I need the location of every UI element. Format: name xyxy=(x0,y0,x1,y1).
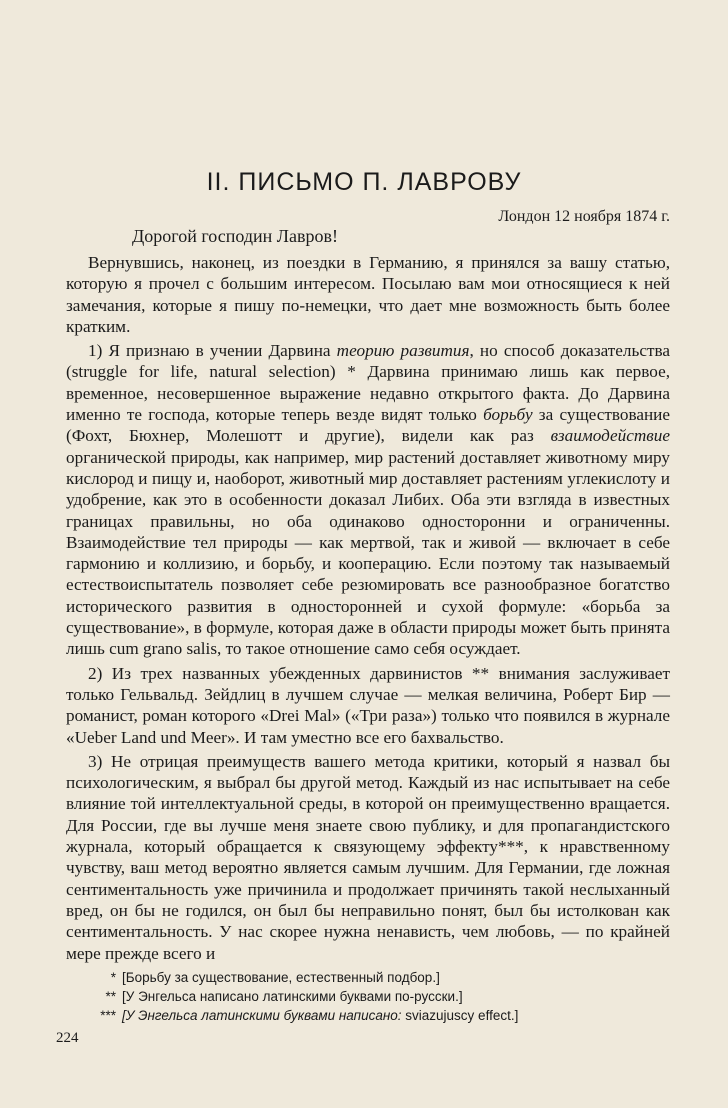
emphasis-text: взаимодействие xyxy=(550,426,670,446)
page-number: 224 xyxy=(56,1030,79,1046)
footnote-mark: *** xyxy=(100,1008,116,1023)
footnote xyxy=(84,987,644,1006)
emphasis-text: теорию развития xyxy=(336,341,470,361)
paragraph-text: 2) Из трех названных убежденных дарвинистов ** внимания заслуживает только Гельвальд. Зейдлиц в лучшем случае — мелкая величина, Роберт Бир — романист, роман которого «Drei Mal» («Три раза») только что появился в журнале «Ueber Land und Meer». И там уместно все его бахвальство. xyxy=(66,663,670,747)
letter-salutation: Дорогой господин Лавров! xyxy=(132,226,338,246)
paragraph-text: 3) Не отрицая преимуществ вашего метода критики, который я назвал бы психологическим, я выбрал бы другой метод. Каждый из нас испытывает на себе влияние той интеллектуальной среды, в которой он преимущественно вращается. Для России, где вы лучше меня знаете свою публику, и для пропагандистского журнала, который обращается к связующему эффекту***, к нравственному чувству, ваш метод вероятно является самым лучшим. Для Германии, где ложная сентиментальность уже причинила и продолжает причинять такой неслыханный вред, он бы не годился, он был бы неправильно понят, был бы истолкован как сентиментальность. У нас скорее нужна ненависть, чем любовь, — по крайней мере прежде всего и xyxy=(66,751,670,963)
paragraph-text: 1) Я признаю в учении Дарвина xyxy=(88,341,337,361)
paragraph-text: за существование (Фохт, Бюхнер, Молешотт и другие), видели как раз xyxy=(66,405,671,446)
letter-dateline: Лондон 12 ноября 1874 г. xyxy=(498,208,670,225)
footnote-text: sviazujuscy effect.] xyxy=(401,1008,519,1023)
paragraph-point-1 xyxy=(66,340,670,659)
footnote xyxy=(84,968,644,987)
paragraph-text: органической природы, как например, мир растений доставляет животному миру кислород и пищу и, наоборот, животный мир доставляет растениям углекислоту и удобрение, как это в особенности доказал Либих. Оба эти взгляда в известных границах правильны, но оба одинаково односторонни и ограниченны. Взаимодействие тел природы — как мертвой, так и живой — включает в себе гармонию и коллизию, и борьбу, и кооперацию. Если поэтому так называемый естествоиспытатель позволяет себе резюмировать все разнообразное богатство исторического развития в односторонней и сухой формуле: «борьба за существование», в формуле, которая даже в области природы может быть принята лишь cum grano salis, то такое отношение само себя осуждает. xyxy=(66,447,670,659)
footnote-mark: ** xyxy=(105,989,116,1004)
footnote-text: [У Энгельса написано латинскими буквами по-русски.] xyxy=(122,989,463,1004)
letter-body xyxy=(66,252,670,967)
footnote-mark: * xyxy=(110,970,116,985)
paragraph-text: Вернувшись, наконец, из поездки в Германию, я принялся за вашу статью, которую я прочел с большим интересом. Посылаю вам мои относящиеся к ней замечания, которые я пишу по-немецки, что дает мне возможность быть более кратким. xyxy=(66,253,670,336)
paragraph-text: , но способ доказательства (struggle for life, natural selection) * Дарвина принимаю лишь как первое, временное, несовершенное выражение недавно открытого факта. До Дарвина именно те господа, которые теперь везде видят только xyxy=(66,341,671,425)
footnote xyxy=(84,1006,644,1025)
chapter-title: II. ПИСЬМО П. ЛАВРОВУ xyxy=(206,168,522,196)
footnote-text: [Борьбу за существование, естественный подбор.] xyxy=(122,970,440,985)
paragraph-point-3 xyxy=(66,751,670,964)
footnotes xyxy=(84,968,644,1025)
emphasis-text: борьбу xyxy=(483,405,533,425)
footnote-text-italic: [У Энгельса латинскими буквами написано: xyxy=(122,1008,402,1023)
paragraph-point-2 xyxy=(66,663,670,748)
paragraph-intro xyxy=(66,252,670,337)
